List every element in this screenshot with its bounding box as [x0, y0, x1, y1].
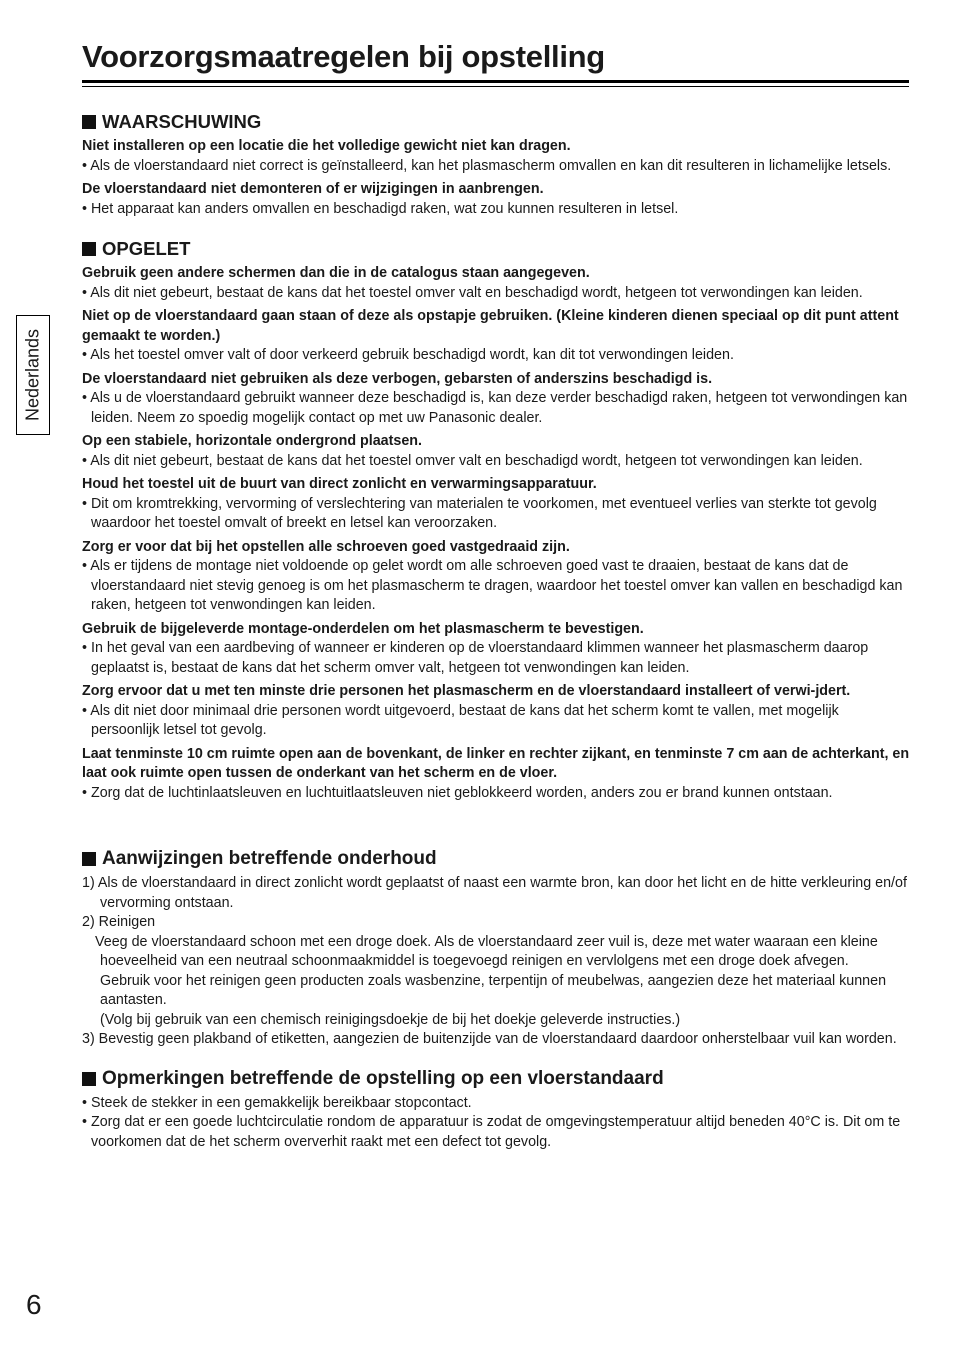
notes-bullet: • Steek de stekker in een gemakkelijk bereikbaar stopcontact. [82, 1094, 472, 1111]
square-bullet-icon [82, 852, 96, 866]
caution-item-title: De vloerstandaard niet gebruiken als deze verbogen, gebarsten of anderszins beschadigd is. [82, 370, 713, 387]
maintenance-item-1: 1) Als de vloerstandaard in direct zonlicht wordt geplaatst of naast een warmte bron, kan door het licht en de hitte verkleuring en/of vervorming ontstaan. [82, 875, 907, 911]
maintenance-item-2-paragraph: Gebruik voor het reinigen geen producten zoals wasbenzine, terpentijn of meubelwas, aangezien deze het materiaal kunnen aantasten. [100, 972, 887, 1008]
notes-heading: Opmerkingen betreffende de opstelling op een vloerstandaard [82, 1067, 911, 1091]
caution-item-bullet: • Als er tijdens de montage niet voldoende op gelet wordt om alle schroeven goed vast te draaien, bestaat de kans dat de vloerstandaard niet stevig genoeg is om het plasmascherm te dragen, waardoor het toestel omver kan vallen en beschadigd kan raken, hetgeen tot venwondingen kan leiden. [82, 558, 903, 613]
caution-item-title: Op een stabiele, horizontale ondergrond plaatsen. [82, 433, 423, 449]
maintenance-item-2-paragraph: Veeg de vloerstandaard schoon met een droge doek. Als de vloerstandaard zeer vuil is, deze met water waaraan een kleine hoeveelheid van een neutraal schoonmaakmiddel is toegevoegd reinigen en vervlolgens met een droge doek afvegen. [95, 933, 878, 969]
caution-item-bullet: • Als het toestel omver valt of door verkeerd gebruik beschadigd wordt, kan dit tot verwondingen leiden. [82, 347, 734, 363]
caution-item [82, 432, 911, 471]
caution-item-title: Niet op de vloerstandaard gaan staan of deze als opstapje gebruiken. (Kleine kinderen dienen speciaal op dit punt attent gemaakt te worden.) [82, 308, 899, 344]
caution-item [82, 682, 911, 741]
maintenance-item-2-label: 2) Reinigen [82, 914, 156, 930]
warning-heading: WAARSCHUWING [82, 110, 911, 134]
notes-bullet: • Zorg dat er een goede luchtcirculatie rondom de apparatuur is zodat de omgevingstemperatuur altijd beneden 40°C is. Dit om te voorkomen dat de het scherm oververhit raakt met een defect tot gevolg. [82, 1114, 901, 1150]
caution-item-title: Zorg ervoor dat u met ten minste drie personen het plasmascherm en de vloerstandaard installeert of verwi-jdert. [82, 683, 851, 699]
caution-item-bullet: • Dit om kromtrekking, vervorming of verslechtering van materialen te voorkomen, met eventueel verlies van sterkte tot gevolg waardoor het toestel omvalt of breekt en letsel kan veroorzaken. [82, 495, 877, 531]
caution-item-title: Gebruik geen andere schermen dan die in de catalogus staan aangegeven. [82, 265, 590, 281]
content [82, 110, 911, 1152]
caution-item [82, 307, 911, 366]
maintenance-item-2-paragraph: (Volg bij gebruik van een chemisch reinigingsdoekje de bij het doekje geleverde instructies.) [100, 1011, 681, 1028]
caution-item-bullet: • Als u de vloerstandaard gebruikt wanneer deze beschadigd is, kan deze verder beschadigd raken, hetgeen tot verwondingen kan leiden. Neem zo spoedig mogelijk contact op met uw Panasonic dealer. [82, 390, 908, 426]
caution-heading: OPGELET [82, 237, 911, 261]
maintenance-heading: Aanwijzingen betreffende onderhoud [82, 847, 911, 871]
language-side-tab-label: Nederlands [22, 328, 43, 422]
language-side-tab [16, 315, 50, 435]
caution-item [82, 745, 911, 804]
caution-item-title: Zorg er voor dat bij het opstellen alle schroeven goed vastgedraaid zijn. [82, 538, 570, 555]
caution-item [82, 475, 911, 534]
title-rule-thin [82, 86, 909, 87]
caution-item [82, 620, 911, 679]
caution-item [82, 264, 911, 303]
warning-item-bullet: • Als de vloerstandaard niet correct is geïnstalleerd, kan het plasmascherm omvallen en kan dit resulteren in lichamelijke letsels. [82, 157, 892, 174]
caution-item-bullet: • Als dit niet gebeurt, bestaat de kans dat het toestel omver valt en beschadigd wordt, hetgeen tot verwondingen kan leiden. [82, 452, 863, 469]
page-title: Voorzorgsmaatregelen bij opstelling [82, 39, 605, 74]
caution-item [82, 538, 911, 616]
square-bullet-icon [82, 1072, 96, 1086]
caution-item [82, 370, 911, 429]
caution-item-title: Houd het toestel uit de buurt van direct zonlicht en verwarmingsapparatuur. [82, 476, 597, 492]
caution-item-bullet: • In het geval van een aardbeving of wanneer er kinderen op de vloerstandaard klimmen wanneer het plasmascherm daarop geplaatst is, bestaat de kans dat het scherm omver valt, hetgeen tot venwondingen kan leiden. [82, 640, 869, 676]
caution-item-bullet: • Als dit niet door minimaal drie personen wordt uitgevoerd, bestaat de kans dat het scherm komt te vallen, met mogelijk persoonlijk letsel tot gevolg. [82, 702, 839, 738]
caution-item-title: Gebruik de bijgeleverde montage-onderdelen om het plasmascherm te bevestigen. [82, 620, 644, 637]
caution-item-bullet: • Als dit niet gebeurt, bestaat de kans dat het toestel omver valt en beschadigd wordt, hetgeen tot verwondingen kan leiden. [82, 284, 863, 301]
square-bullet-icon [82, 242, 96, 256]
maintenance-item-3: 3) Bevestig geen plakband of etiketten, aangezien de buitenzijde van de vloerstandaard daardoor onherstelbaar vuil kan worden. [82, 1031, 897, 1047]
title-rule [82, 80, 909, 83]
warning-item [82, 180, 911, 219]
caution-item-bullet: • Zorg dat de luchtinlaatsleuven en luchtuitlaatsleuven niet geblokkeerd worden, anders zou er brand kunnen ontstaan. [82, 784, 833, 801]
warning-item-title: De vloerstandaard niet demonteren of er wijzigingen in aanbrengen. [82, 181, 544, 197]
page-number: 6 [26, 1289, 42, 1320]
warning-item-title: Niet installeren op een locatie die het volledige gewicht niet kan dragen. [82, 138, 571, 154]
caution-item-title: Laat tenminste 10 cm ruimte open aan de bovenkant, de linker en rechter zijkant, en tenminste 7 cm aan de achterkant, en laat ook ruimte open tussen de onderkant van het scherm en de vloer. [82, 745, 910, 781]
warning-item [82, 137, 911, 176]
warning-item-bullet: • Het apparaat kan anders omvallen en beschadigd raken, wat zou kunnen resulteren in letsel. [82, 200, 679, 217]
square-bullet-icon [82, 115, 96, 129]
